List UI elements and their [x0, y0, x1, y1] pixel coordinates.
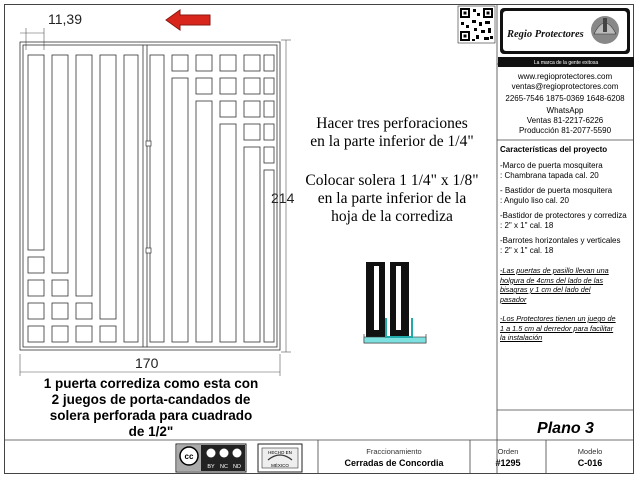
door-caption	[20, 376, 282, 440]
spec-line: : Chambrana tapada cal. 20	[500, 171, 599, 180]
qr-code	[458, 6, 495, 43]
note-line: 1 a 1.5 cm al derredor para facilitar	[500, 323, 614, 333]
model-value: C-016	[577, 458, 603, 468]
protectors-clearance-note	[500, 314, 632, 343]
cc-label: cc	[184, 452, 194, 461]
development-label: Fraccionamiento	[366, 447, 422, 456]
note-line: en la parte inferior de la	[317, 190, 467, 207]
contact-info	[497, 72, 633, 136]
website-link[interactable]: www.regioprotectores.com	[517, 72, 613, 81]
phone-numbers: 2265-7546 1875-0369 1648-6208	[505, 94, 625, 103]
right-bar-3	[196, 101, 212, 342]
brand-tagline: La marca de la gente exitosa	[533, 60, 599, 66]
caption-line: 1 puerta corrediza como esta con	[43, 376, 259, 391]
note-line: -Los Protectores tienen un juego de	[500, 314, 616, 323]
note-line: en la parte inferior de 1/4"	[310, 133, 474, 150]
perforations-note	[291, 115, 493, 151]
order-label: Orden	[497, 447, 519, 456]
hallway-door-note	[500, 266, 632, 304]
height-dimension-label: 214	[271, 190, 295, 206]
right-bar-5	[244, 147, 260, 342]
caption-line: solera perforada para cuadrado	[49, 408, 253, 423]
spec-line: -Bastidor de protectores y corrediza	[500, 211, 627, 220]
model-label: Modelo	[577, 447, 603, 456]
project-specs	[500, 145, 632, 343]
track-section-detail	[364, 262, 426, 343]
note-line: Hacer tres perforaciones	[316, 115, 468, 132]
order-value: #1295	[495, 458, 521, 468]
note-line: holgura de 4cms del lado de las	[500, 275, 604, 285]
left-bar-4	[100, 55, 116, 319]
padlock-holder-lower	[146, 248, 151, 253]
left-bar-1	[28, 55, 44, 250]
email-link[interactable]: ventas@regioprotectores.com	[511, 82, 619, 91]
left-bar-2	[52, 55, 68, 273]
made-in-label: HECHO EN	[268, 450, 292, 455]
cc-by: BY	[207, 464, 215, 470]
cc-nd: ND	[233, 464, 241, 470]
model-cell	[546, 440, 634, 474]
spec-line: -Marco de puerta mosquitera	[500, 161, 603, 170]
specs-heading: Características del proyecto	[500, 145, 608, 154]
note-line: Colocar solera 1 1/4" x 1/8"	[305, 172, 479, 189]
spec-item	[500, 186, 632, 206]
right-bar-2	[172, 78, 188, 342]
spec-line: -Barrotes horizontales y verticales	[500, 236, 621, 245]
note-line: bisagras y 1 cm del lado del	[500, 285, 591, 294]
left-bar-5	[124, 55, 138, 342]
solera-note	[291, 172, 493, 226]
spec-item	[500, 236, 632, 256]
sales-phone: Ventas 81-2217-6226	[526, 116, 604, 125]
note-line: pasador	[500, 294, 527, 304]
spec-line: : 2" x 1" cal. 18	[500, 221, 554, 230]
production-phone: Producción 81-2077-5590	[518, 126, 612, 135]
spec-line: : Angulo liso cal. 20	[500, 196, 569, 205]
right-bar-1	[150, 55, 164, 342]
note-line: hoja de la corrediza	[331, 208, 453, 225]
development-cell	[318, 440, 470, 474]
mexico-label: MÉXICO	[271, 463, 289, 468]
note-line: la instalación	[500, 333, 543, 342]
spec-item	[500, 211, 632, 231]
caption-line: de 1/2"	[128, 424, 174, 439]
spec-item	[500, 161, 632, 181]
right-bar-4	[220, 124, 236, 342]
caption-line: 2 juegos de porta-candados de	[51, 392, 251, 407]
whatsapp-label: WhatsApp	[546, 106, 584, 115]
order-cell	[470, 440, 546, 474]
plan-title: Plano 3	[537, 420, 594, 437]
note-line: -Las puertas de pasillo llevan una	[500, 266, 609, 275]
top-dimension-label: 11,39	[48, 11, 82, 27]
spec-line: - Bastidor de puerta mosquitera	[500, 186, 613, 195]
width-dimension-label: 170	[135, 355, 159, 371]
padlock-holder-upper	[146, 141, 151, 146]
left-bar-3	[76, 55, 92, 296]
spec-line: : 2" x 1" cal. 18	[500, 246, 554, 255]
cc-nc: NC	[220, 464, 228, 470]
brand-name: Regio Protectores	[507, 29, 584, 40]
direction-arrow-icon	[166, 10, 210, 30]
development-value: Cerradas de Concordia	[344, 458, 444, 468]
